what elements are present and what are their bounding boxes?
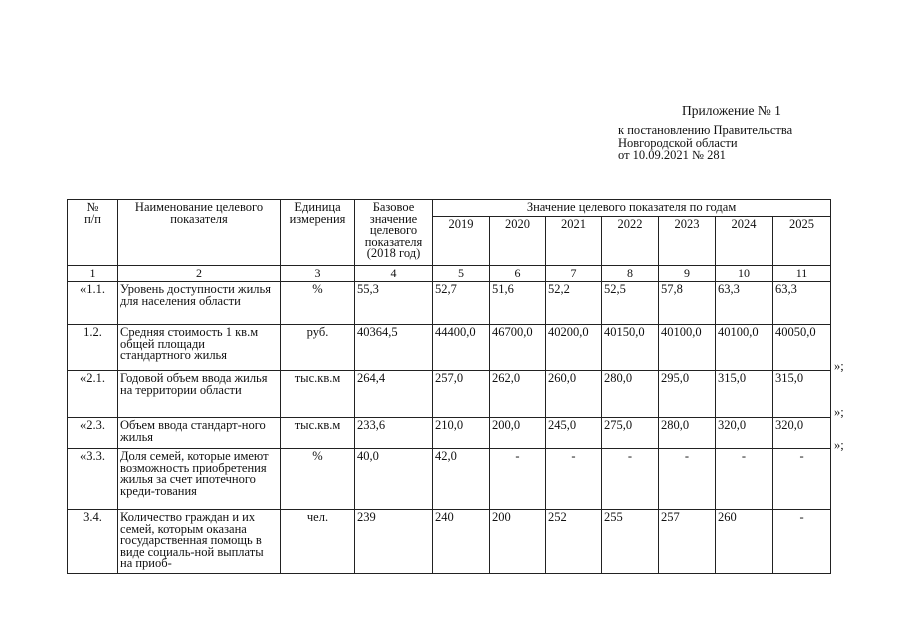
header-no: № п/п [68, 200, 118, 266]
table-row [68, 449, 831, 510]
unit: чел. [281, 510, 355, 574]
indicator-name: Годовой объем ввода жилья на территории области [118, 371, 281, 418]
appendix-line: от 10.09.2021 № 281 [618, 148, 726, 162]
header-year: 2020 [490, 217, 546, 266]
year-value: 63,3 [716, 282, 773, 325]
unit: % [281, 282, 355, 325]
appendix-line: к постановлению Правительства [618, 123, 793, 137]
header-years-group: Значение целевого показателя по годам [433, 200, 831, 217]
year-value: 315,0 [773, 371, 831, 418]
base-value: 239 [355, 510, 433, 574]
year-value: 63,3 [773, 282, 831, 325]
year-value: 40100,0 [716, 325, 773, 371]
col-number: 2 [118, 266, 281, 282]
year-value: 51,6 [490, 282, 546, 325]
base-value: 55,3 [355, 282, 433, 325]
header-year: 2024 [716, 217, 773, 266]
header-year: 2021 [546, 217, 602, 266]
year-value: 44400,0 [433, 325, 490, 371]
header-base: Базовое значение целевого показателя (2018 год) [355, 200, 433, 266]
year-value: - [602, 449, 659, 510]
year-value: 200,0 [490, 418, 546, 449]
year-value: 200 [490, 510, 546, 574]
col-number: 9 [659, 266, 716, 282]
year-value: 52,5 [602, 282, 659, 325]
year-value: 245,0 [546, 418, 602, 449]
appendix-title: Приложение № 1 [682, 103, 781, 118]
table-row [68, 510, 831, 574]
col-number: 7 [546, 266, 602, 282]
col-number: 3 [281, 266, 355, 282]
indicator-name: Средняя стоимость 1 кв.м общей площади стандартного жилья [118, 325, 281, 371]
year-value: 40050,0 [773, 325, 831, 371]
header-unit: Единица измерения [281, 200, 355, 266]
year-value: 42,0 [433, 449, 490, 510]
base-value: 264,4 [355, 371, 433, 418]
row-number: «2.1. [68, 371, 118, 418]
col-number: 10 [716, 266, 773, 282]
table-row [68, 282, 831, 325]
header-year: 2019 [433, 217, 490, 266]
year-value: - [490, 449, 546, 510]
header-year: 2023 [659, 217, 716, 266]
year-value: 252 [546, 510, 602, 574]
col-number: 6 [490, 266, 546, 282]
year-value: 257,0 [433, 371, 490, 418]
year-value: - [773, 449, 831, 510]
year-value: 52,7 [433, 282, 490, 325]
year-value: 315,0 [716, 371, 773, 418]
row-number: 3.4. [68, 510, 118, 574]
col-number: 1 [68, 266, 118, 282]
year-value: 40200,0 [546, 325, 602, 371]
appendix-line: Новгородской области [618, 135, 738, 150]
row-number: «3.3. [68, 449, 118, 510]
quote-closer: »; [834, 405, 844, 419]
year-value: 46700,0 [490, 325, 546, 371]
year-value: 260 [716, 510, 773, 574]
year-value: 255 [602, 510, 659, 574]
year-value: - [659, 449, 716, 510]
table-row [68, 371, 831, 418]
row-number: 1.2. [68, 325, 118, 371]
col-number: 8 [602, 266, 659, 282]
unit: тыс.кв.м [281, 371, 355, 418]
unit: тыс.кв.м [281, 418, 355, 449]
year-value: 275,0 [602, 418, 659, 449]
base-value: 233,6 [355, 418, 433, 449]
year-value: 257 [659, 510, 716, 574]
base-value: 40,0 [355, 449, 433, 510]
indicator-name: Доля семей, которые имеют возможность приобретения жилья за счет ипотечного креди-тования [118, 449, 281, 510]
year-value: 240 [433, 510, 490, 574]
quote-closer: »; [834, 438, 844, 452]
row-number: «2.3. [68, 418, 118, 449]
col-number: 4 [355, 266, 433, 282]
header-year: 2025 [773, 217, 831, 266]
year-value: 40150,0 [602, 325, 659, 371]
year-value: 320,0 [716, 418, 773, 449]
targets-table [67, 199, 831, 574]
year-value: 262,0 [490, 371, 546, 418]
quote-closer: »; [834, 359, 844, 373]
col-number: 5 [433, 266, 490, 282]
appendix-subtitle [618, 124, 792, 162]
header-name: Наименование целевого показателя [118, 200, 281, 266]
year-value: 280,0 [659, 418, 716, 449]
year-value: 320,0 [773, 418, 831, 449]
base-value: 40364,5 [355, 325, 433, 371]
col-number: 11 [773, 266, 831, 282]
unit: руб. [281, 325, 355, 371]
indicator-name: Объем ввода стандарт-ного жилья [118, 418, 281, 449]
table-row [68, 418, 831, 449]
table-row [68, 325, 831, 371]
year-value: 260,0 [546, 371, 602, 418]
year-value: - [546, 449, 602, 510]
year-value: 40100,0 [659, 325, 716, 371]
year-value: 57,8 [659, 282, 716, 325]
year-value: 280,0 [602, 371, 659, 418]
header-year: 2022 [602, 217, 659, 266]
indicator-name: Уровень доступности жилья для населения области [118, 282, 281, 325]
year-value: 295,0 [659, 371, 716, 418]
year-value: - [716, 449, 773, 510]
year-value: - [773, 510, 831, 574]
row-number: «1.1. [68, 282, 118, 325]
year-value: 210,0 [433, 418, 490, 449]
year-value: 52,2 [546, 282, 602, 325]
indicator-name: Количество граждан и их семей, которым оказана государственная помощь в виде социаль-ной выплаты на приоб- [118, 510, 281, 574]
unit: % [281, 449, 355, 510]
